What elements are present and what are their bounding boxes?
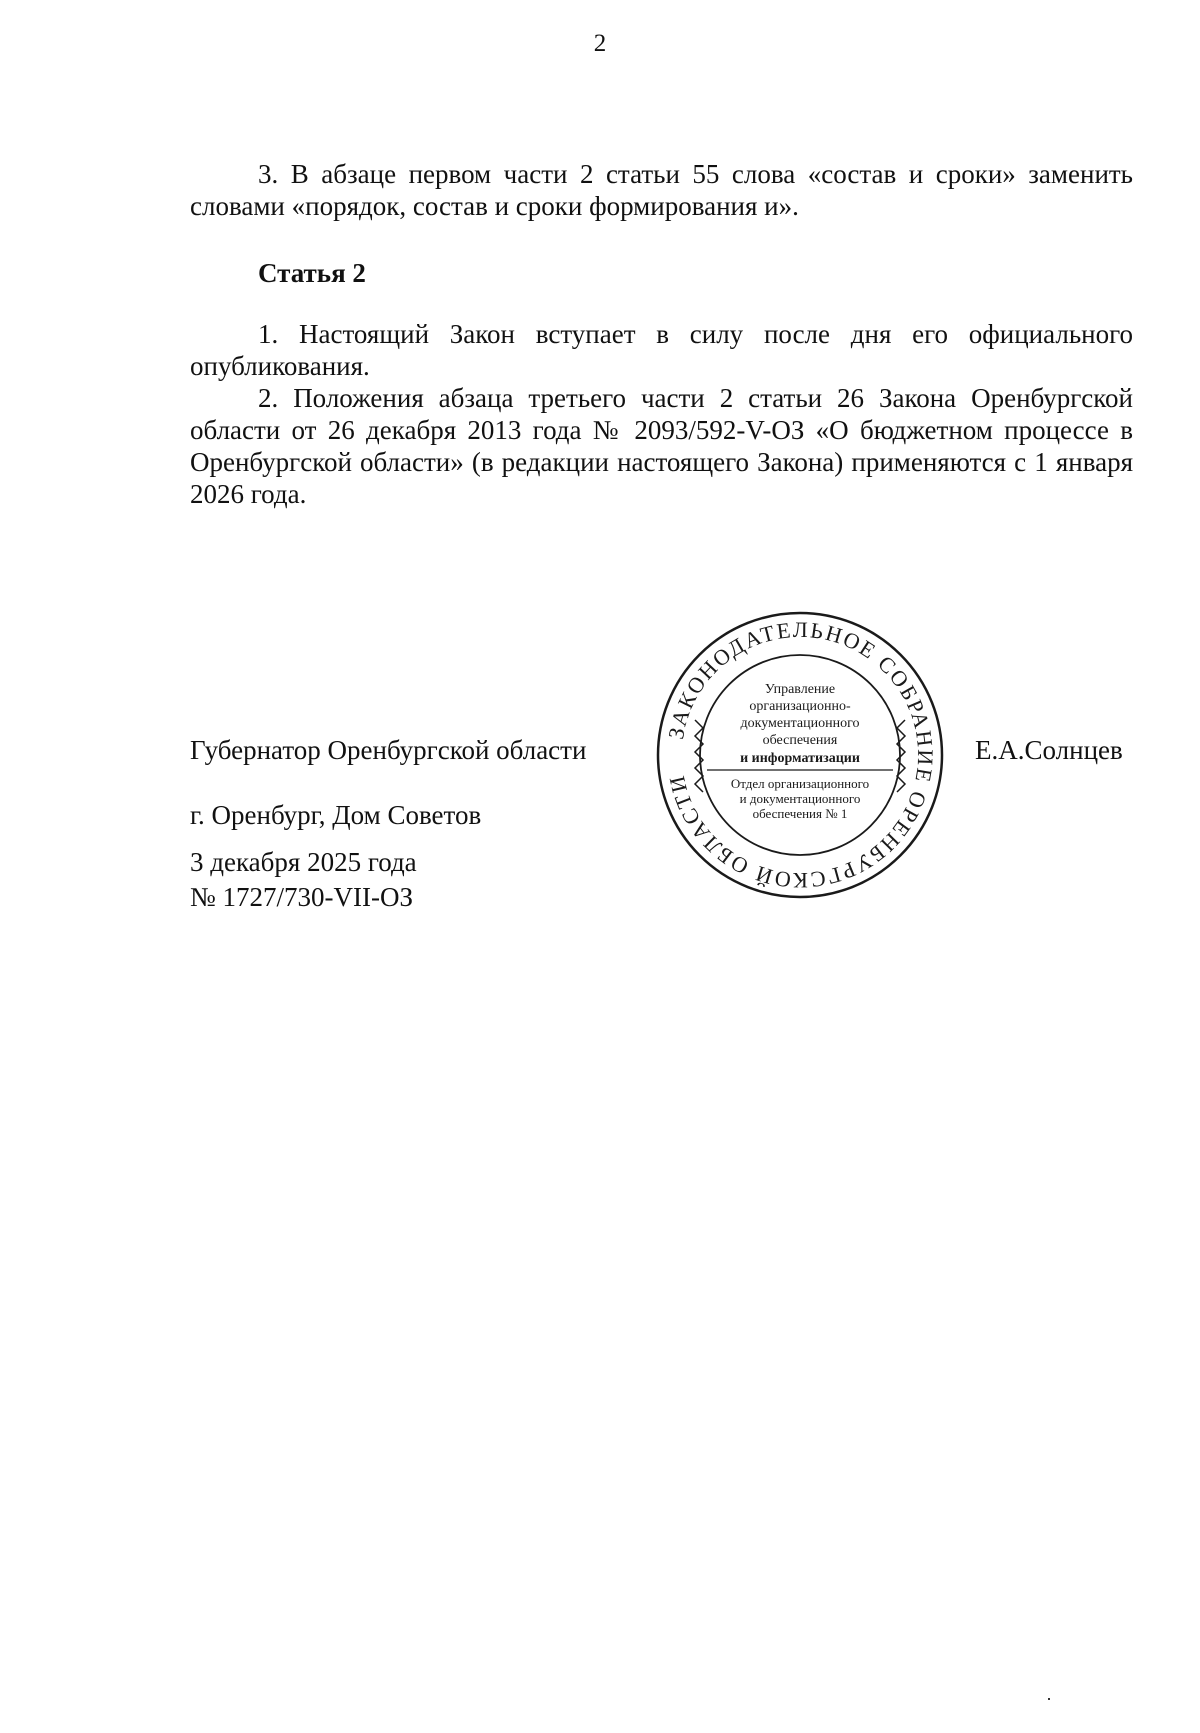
signing-place: г. Оренбург, Дом Советов — [190, 800, 482, 830]
seal-zigzag-right — [897, 720, 905, 792]
page-number: 2 — [593, 30, 607, 57]
article1-item3 — [190, 158, 1133, 222]
law-number: № 1727/730-VII-ОЗ — [190, 882, 414, 912]
svg-text:Управление: Управление — [764, 682, 836, 697]
article1-item3-line1: 3. В абзаце первом части 2 статьи 55 слова «состав и сроки» заменить — [258, 159, 1133, 189]
svg-text:Отдел организационного: Отдел организационного — [730, 776, 870, 791]
svg-text:и документационного: и документационного — [739, 791, 861, 806]
svg-text:и информатизации: и информатизации — [740, 751, 860, 766]
governor-name: Е.А.Солнцев — [975, 735, 1123, 765]
article2-heading: Статья 2 — [258, 258, 366, 288]
scan-speck — [1048, 1698, 1050, 1700]
article1-item3-line2: словами «порядок, состав и сроки формирования и». — [190, 191, 799, 221]
seal-zigzag-left — [695, 720, 703, 792]
seal-center-text — [707, 682, 893, 821]
article2-item1: 1. Настоящий Закон вступает в силу после дня его официального опубликования. — [190, 319, 1133, 381]
svg-text:обеспечения: обеспечения — [762, 733, 838, 748]
governor-title: Губернатор Оренбургской области — [190, 735, 587, 765]
seal-ring-text: ЗАКОНОДАТЕЛЬНОЕ СОБРАНИЕ ОРЕНБУРГСКОЙ ОБЛАСТИ — [663, 616, 939, 894]
svg-text:обеспечения № 1: обеспечения № 1 — [752, 806, 848, 821]
official-seal — [655, 610, 945, 900]
article2-item2: 2. Положения абзаца третьего части 2 статьи 26 Закона Оренбургской области от 26 декабря 2013 года № 2093/592-V-ОЗ «О бюджетном процессе в Оренбургской области» (в редакции настоящего Закона) применяются с 1 января 2026 года. — [190, 383, 1133, 509]
svg-text:организационно-: организационно- — [749, 699, 851, 714]
signing-date: 3 декабря 2025 года — [190, 847, 417, 877]
svg-text:документационного: документационного — [740, 716, 860, 731]
